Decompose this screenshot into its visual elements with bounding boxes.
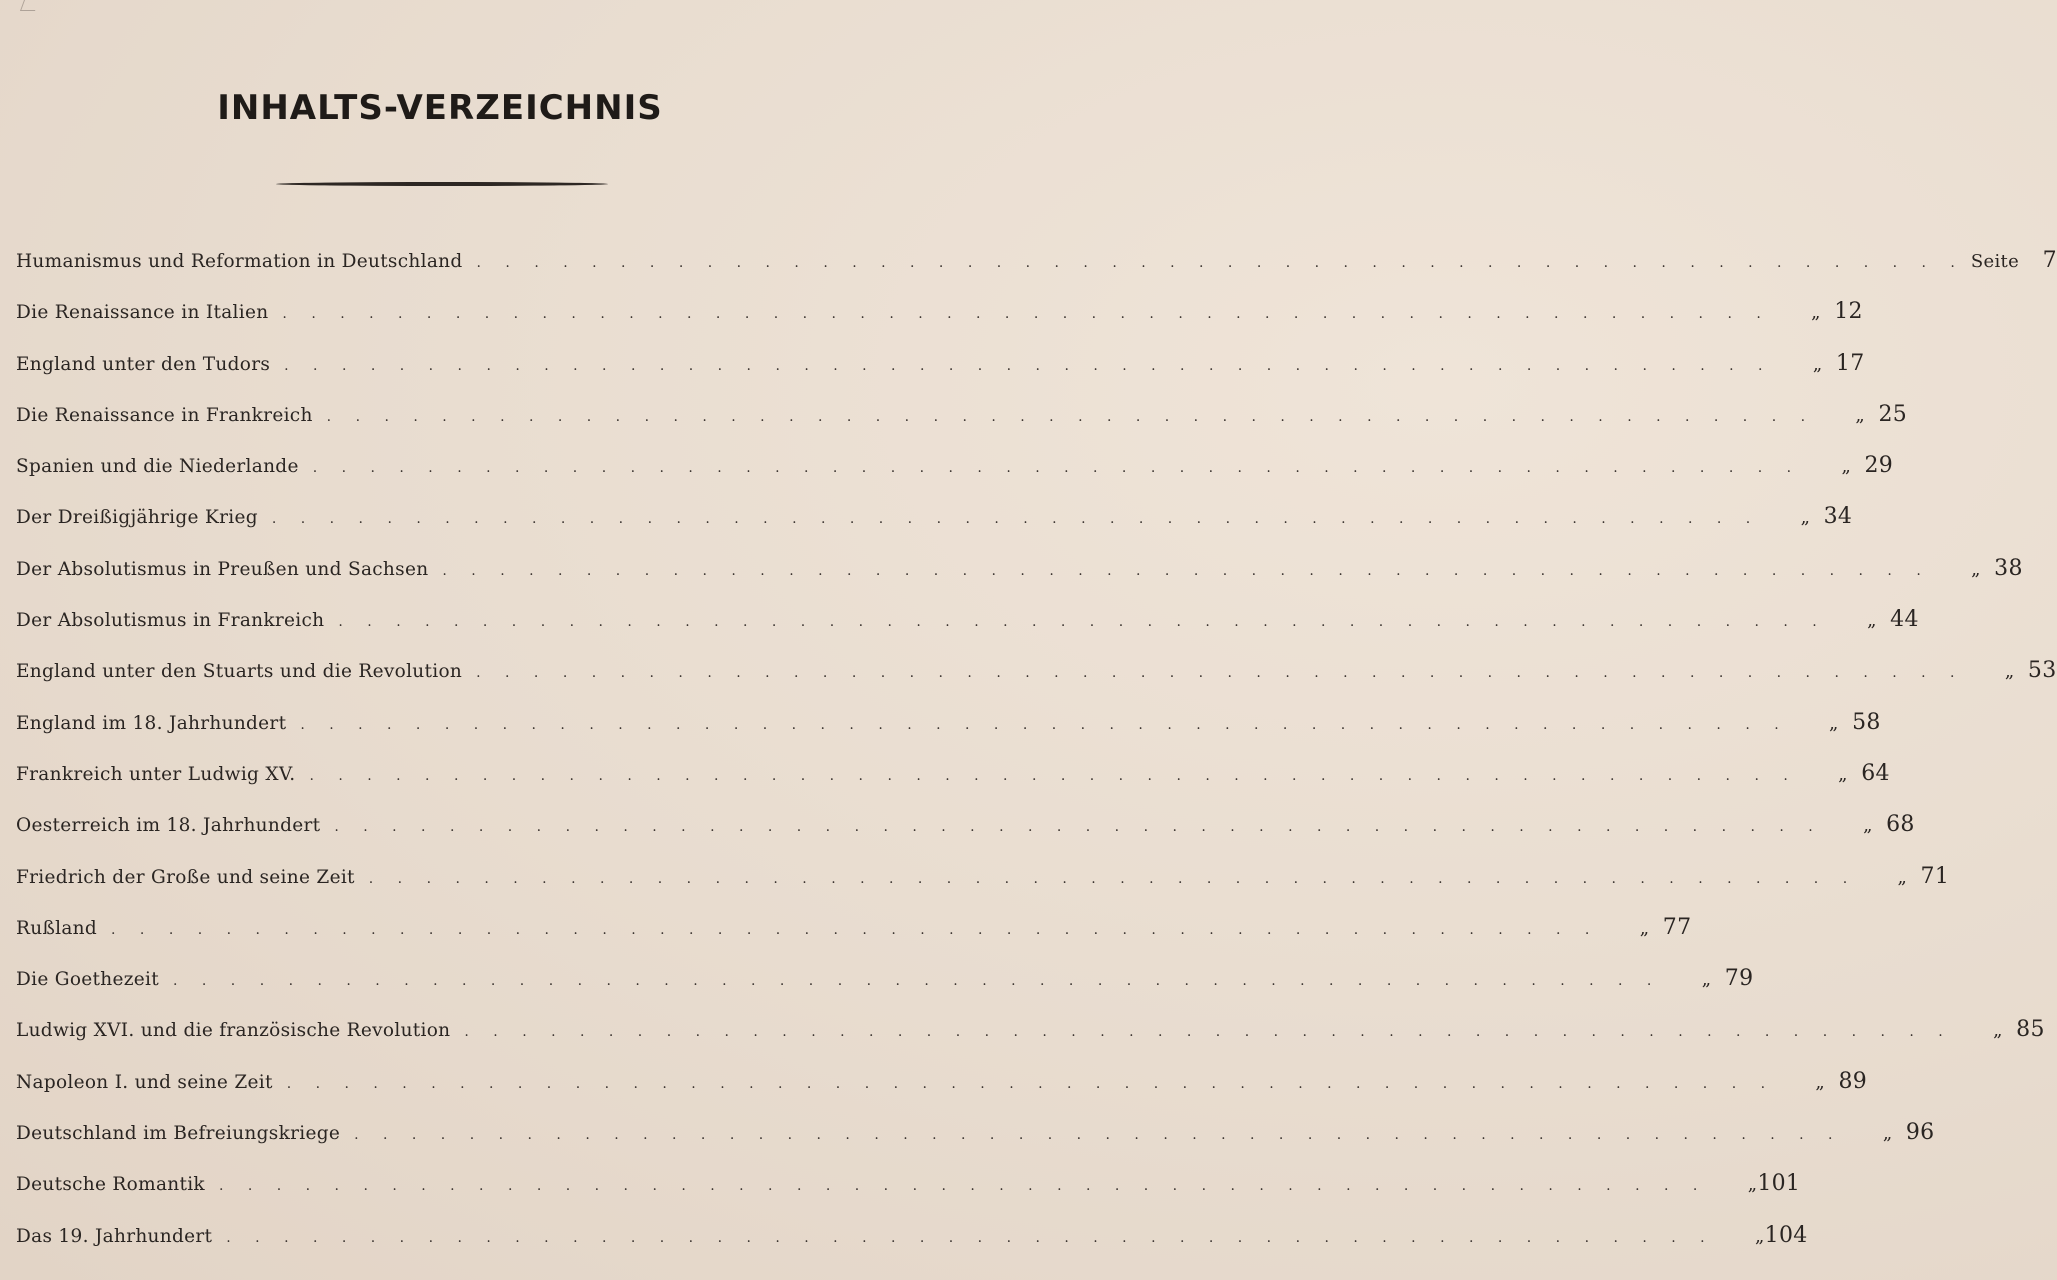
toc-entry (16, 966, 1754, 1017)
toc-entry-prefix: „ (1701, 969, 1712, 991)
toc-entry-page: 64 (1861, 760, 1890, 786)
toc-entry-prefix: „ (1855, 404, 1866, 426)
dot-leader: . . . . . . . . . . . . . . . . . . . . . . . . . . . . . . . . . . . . . . . . . . . . . . . . . . . . (338, 614, 1827, 631)
toc-entry-prefix: „ (1747, 1174, 1758, 1196)
toc-entry-page: 44 (1890, 607, 1919, 633)
toc-entry (16, 401, 1908, 453)
toc-entry-title: England im 18. Jahrhundert (16, 712, 287, 734)
table-of-contents (16, 248, 2057, 1274)
dot-leader: . . . . . . . . . . . . . . . . . . . . . . . . . . . . . . . . . . . . . . . . . . . . . . . . . . . . (226, 1229, 1715, 1246)
toc-entry-prefix: „ (1993, 1020, 2003, 1042)
toc-entry (16, 1222, 1808, 1274)
toc-entry-page: 85 (2016, 1017, 2045, 1043)
title-divider (276, 182, 608, 186)
dot-leader: . . . . . . . . . . . . . . . . . . . . . . . . . . . . . . . . . . . . . . . . . . . . . . . . . . . . (309, 767, 1798, 784)
toc-entry (16, 350, 1865, 402)
toc-entry-page: 58 (1852, 709, 1881, 735)
dot-leader: . . . . . . . . . . . . . . . . . . . . . . . . . . . . . . . . . . . . . . . . . . . . . . . . . . . . (464, 1024, 1953, 1041)
dot-leader: . . . . . . . . . . . . . . . . . . . . . . . . . . . . . . . . . . . . . . . . . . . . . . . . . . . . (284, 357, 1773, 374)
toc-entry (16, 1171, 1801, 1222)
toc-entry (16, 607, 1919, 658)
toc-entry (16, 658, 2057, 709)
toc-entry (16, 914, 1692, 966)
toc-entry-prefix: „ (1867, 610, 1877, 632)
toc-entry-page: 38 (1994, 555, 2023, 581)
toc-entry-prefix: „ (1971, 558, 1981, 580)
toc-entry-title: Der Absolutismus in Preußen und Sachsen (16, 558, 429, 580)
toc-entry-title: Die Goethezeit (16, 969, 159, 991)
toc-entry-prefix: „ (1800, 507, 1811, 529)
toc-entry-title: Friedrich der Große und seine Zeit (16, 866, 355, 888)
toc-entry-page: 12 (1834, 299, 1863, 325)
toc-entry (16, 1068, 1868, 1120)
pencil-mark (20, 0, 39, 11)
toc-entry-title: Frankreich unter Ludwig XV. (16, 763, 296, 785)
toc-entry-page: 89 (1838, 1068, 1868, 1094)
toc-entry-prefix: „ (1897, 866, 1908, 888)
toc-entry-prefix: „ (1639, 917, 1650, 939)
toc-entry-page: 17 (1835, 350, 1865, 376)
toc-entry (16, 760, 1890, 812)
dot-leader: . . . . . . . . . . . . . . . . . . . . . . . . . . . . . . . . . . . . . . . . . . . . . . . . . . . . (218, 1178, 1708, 1195)
toc-entry-title: Deutschland im Befreiungskriege (16, 1123, 341, 1145)
toc-entry-title: Der Dreißigjährige Krieg (16, 507, 258, 529)
toc-entry-prefix: „ (1841, 456, 1852, 478)
toc-entry-prefix: „ (1811, 302, 1821, 324)
dot-leader: . . . . . . . . . . . . . . . . . . . . . . . . . . . . . . . . . . . . . . . . . . . . . . . . . . . . (326, 408, 1816, 425)
toc-entry-page: 34 (1823, 504, 1853, 530)
toc-entry-page: 68 (1886, 812, 1915, 838)
toc-entry-page: 71 (1920, 863, 1950, 889)
toc-entry (16, 1120, 1935, 1171)
toc-entry-page: 104 (1764, 1222, 1808, 1248)
toc-entry-prefix: Seite (1970, 251, 2020, 272)
dot-leader: . . . . . . . . . . . . . . . . . . . . . . . . . . . . . . . . . . . . . . . . . . . . . . . . . . . . (442, 562, 1931, 579)
dot-leader: . . . . . . . . . . . . . . . . . . . . . . . . . . . . . . . . . . . . . . . . . . . . . . . . . . . . (282, 306, 1771, 323)
toc-entry-title: England unter den Tudors (16, 353, 271, 375)
toc-entry (16, 504, 1853, 555)
toc-entry-page: 7 (2042, 248, 2057, 273)
toc-entry-title: Die Renaissance in Frankreich (16, 404, 313, 426)
toc-entry-page: 29 (1864, 453, 1894, 479)
toc-entry-title: Ludwig XVI. und die französische Revolution (16, 1020, 451, 1042)
toc-entry-title: Die Renaissance in Italien (16, 302, 269, 324)
toc-entry-title: Napoleon I. und seine Zeit (16, 1071, 273, 1093)
toc-entry-page: 53 (2027, 658, 2057, 684)
toc-entry-title: England unter den Stuarts und die Revolution (16, 661, 463, 683)
toc-entry (16, 453, 1894, 504)
toc-entry-page: 77 (1662, 914, 1692, 940)
toc-entry-title: Das 19. Jahrhundert (16, 1225, 213, 1247)
dot-leader: . . . . . . . . . . . . . . . . . . . . . . . . . . . . . . . . . . . . . . . . . . . . . . . . . . . . (476, 255, 1965, 271)
toc-entry-prefix: „ (1863, 815, 1873, 837)
toc-entry (16, 863, 1950, 915)
toc-entry-page: 25 (1878, 401, 1908, 427)
dot-leader: . . . . . . . . . . . . . . . . . . . . . . . . . . . . . . . . . . . . . . . . . . . . . . . . . . . . (354, 1127, 1843, 1144)
toc-entry-prefix: „ (1755, 1225, 1765, 1247)
toc-entry-prefix: „ (1829, 712, 1839, 734)
toc-entry (16, 299, 1863, 350)
toc-entry-prefix: „ (1882, 1123, 1893, 1145)
dot-leader: . . . . . . . . . . . . . . . . . . . . . . . . . . . . . . . . . . . . . . . . . . . . . . . . . . . . (111, 921, 1600, 938)
dot-leader: . . . . . . . . . . . . . . . . . . . . . . . . . . . . . . . . . . . . . . . . . . . . . . . . . . . . (312, 460, 1802, 477)
dot-leader: . . . . . . . . . . . . . . . . . . . . . . . . . . . . . . . . . . . . . . . . . . . . . . . . . . . . (334, 819, 1823, 836)
toc-entry-title: Oesterreich im 18. Jahrhundert (16, 815, 321, 837)
toc-entry-title: Rußland (16, 917, 98, 939)
toc-entry (16, 555, 2023, 607)
toc-entry-prefix: „ (1815, 1071, 1826, 1093)
dot-leader: . . . . . . . . . . . . . . . . . . . . . . . . . . . . . . . . . . . . . . . . . . . . . . . . . . . . (476, 665, 1965, 682)
toc-entry (16, 709, 1881, 761)
toc-entry-page: 96 (1905, 1120, 1935, 1146)
dot-leader: . . . . . . . . . . . . . . . . . . . . . . . . . . . . . . . . . . . . . . . . . . . . . . . . . . . . (286, 1075, 1776, 1092)
dot-leader: . . . . . . . . . . . . . . . . . . . . . . . . . . . . . . . . . . . . . . . . . . . . . . . . . . . . (173, 973, 1662, 990)
toc-entry-page: 101 (1757, 1171, 1801, 1197)
toc-entry (16, 812, 1915, 863)
toc-entry-prefix: „ (1838, 763, 1848, 785)
toc-entry-title: Humanismus und Reformation in Deutschland (16, 251, 463, 272)
toc-entry (16, 248, 2057, 299)
dot-leader: . . . . . . . . . . . . . . . . . . . . . . . . . . . . . . . . . . . . . . . . . . . . . . . . . . . . (300, 716, 1789, 733)
dot-leader: . . . . . . . . . . . . . . . . . . . . . . . . . . . . . . . . . . . . . . . . . . . . . . . . . . . . (368, 870, 1858, 887)
toc-entry-title: Deutsche Romantik (16, 1174, 205, 1196)
toc-entry (16, 1017, 2045, 1068)
toc-entry-prefix: „ (2004, 661, 2015, 683)
toc-entry-title: Spanien und die Niederlande (16, 456, 299, 478)
toc-entry-prefix: „ (1812, 353, 1823, 375)
dot-leader: . . . . . . . . . . . . . . . . . . . . . . . . . . . . . . . . . . . . . . . . . . . . . . . . . . . . (271, 511, 1761, 528)
page-title: INHALTS-VERZEICHNIS (217, 88, 663, 128)
toc-entry-title: Der Absolutismus in Frankreich (16, 610, 325, 632)
toc-entry-page: 79 (1724, 966, 1754, 992)
